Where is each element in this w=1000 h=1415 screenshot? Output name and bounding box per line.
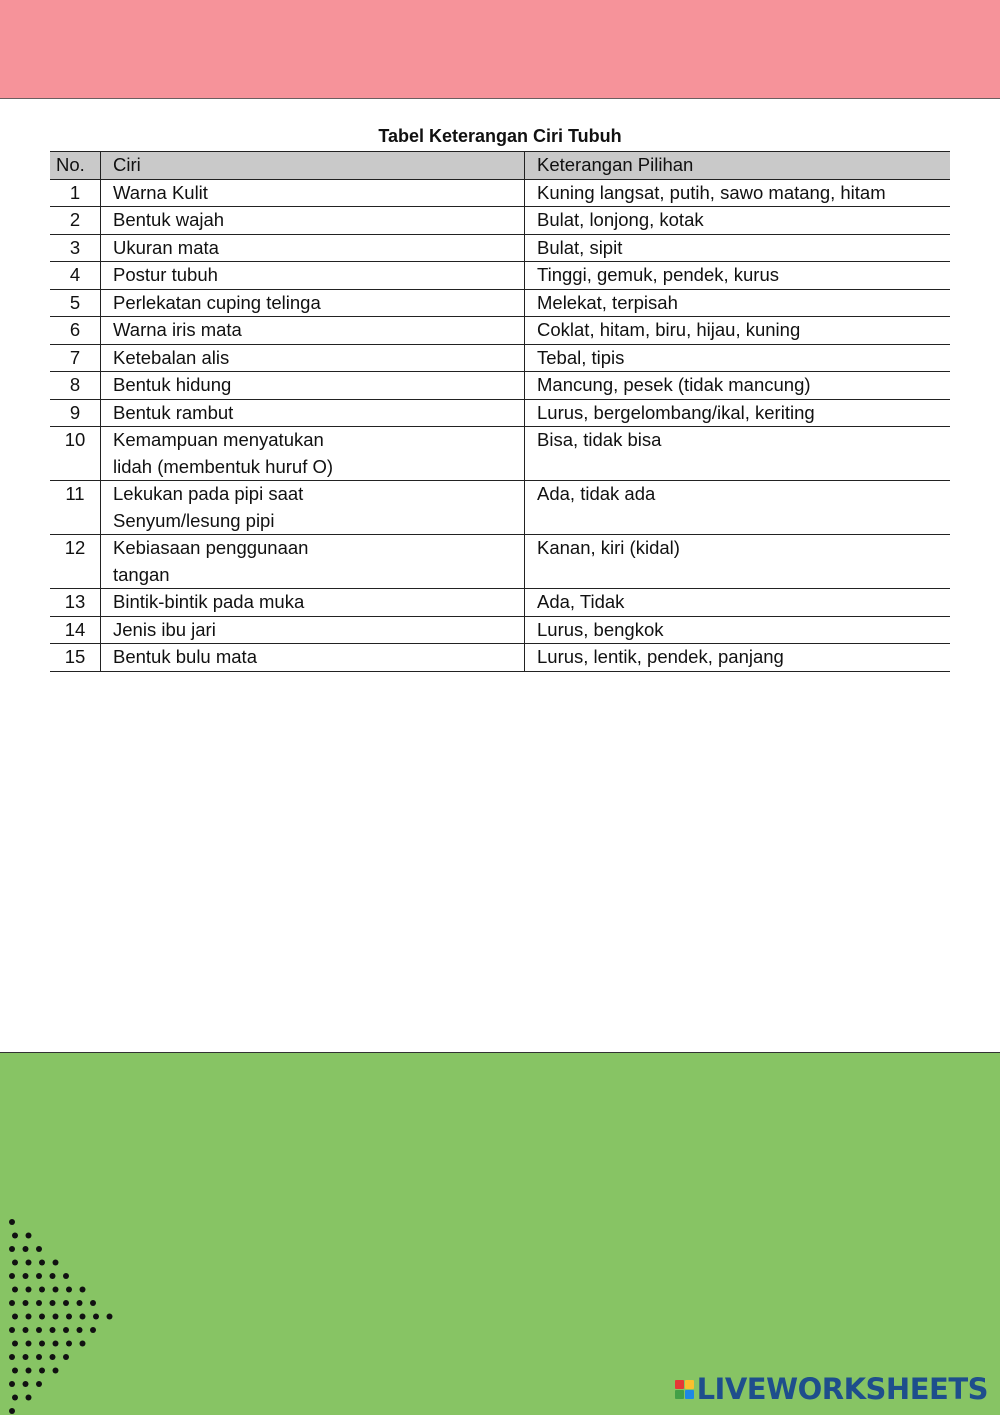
- row-number: 5: [50, 289, 101, 317]
- row-number: 9: [50, 399, 101, 427]
- row-keterangan: Bisa, tidak bisa: [525, 427, 951, 481]
- decor-dot: [12, 1233, 18, 1239]
- decor-dot: [23, 1327, 29, 1333]
- table-row: [50, 399, 950, 427]
- row-keterangan: Bulat, lonjong, kotak: [525, 207, 951, 235]
- decor-dot: [9, 1354, 15, 1360]
- table-title: Tabel Keterangan Ciri Tubuh: [378, 126, 622, 146]
- column-header-keterangan: Keterangan Pilihan: [525, 152, 951, 180]
- table-row: [50, 262, 950, 290]
- decor-dot: [53, 1287, 59, 1293]
- table-row: [50, 234, 950, 262]
- row-keterangan: Lurus, bergelombang/ikal, keriting: [525, 399, 951, 427]
- ciri-tubuh-table: [50, 151, 950, 672]
- decor-dot: [26, 1368, 32, 1374]
- decor-dot: [26, 1341, 32, 1347]
- row-number: 1: [50, 179, 101, 207]
- logo-text: LIVEWORKSHEETS: [696, 1372, 988, 1406]
- decor-dot: [12, 1395, 18, 1401]
- decor-dot: [12, 1341, 18, 1347]
- decor-dot: [77, 1300, 83, 1306]
- row-number: 4: [50, 262, 101, 290]
- decor-dot: [23, 1381, 29, 1387]
- table-row: [50, 481, 950, 535]
- row-ciri: Ketebalan alis: [101, 344, 525, 372]
- row-ciri: Bintik-bintik pada muka: [101, 589, 525, 617]
- decor-dot: [63, 1327, 69, 1333]
- row-ciri: Jenis ibu jari: [101, 616, 525, 644]
- decor-dot: [23, 1300, 29, 1306]
- decor-dot: [9, 1219, 15, 1225]
- row-keterangan: Kanan, kiri (kidal): [525, 535, 951, 589]
- row-number: 2: [50, 207, 101, 235]
- decor-dot: [63, 1354, 69, 1360]
- row-number: 12: [50, 535, 101, 589]
- decor-dot: [90, 1327, 96, 1333]
- decor-dot: [39, 1341, 45, 1347]
- row-number: 15: [50, 644, 101, 672]
- decor-dot: [36, 1327, 42, 1333]
- decor-dot: [39, 1260, 45, 1266]
- decor-dot: [63, 1300, 69, 1306]
- decor-dot: [9, 1246, 15, 1252]
- row-ciri: Perlekatan cuping telinga: [101, 289, 525, 317]
- table-row: [50, 344, 950, 372]
- column-header-ciri: Ciri: [101, 152, 525, 180]
- table-body: [50, 179, 950, 671]
- decor-dot: [53, 1314, 59, 1320]
- logo-mark-icon: [675, 1380, 694, 1399]
- row-number: 8: [50, 372, 101, 400]
- row-ciri: Bentuk bulu mata: [101, 644, 525, 672]
- row-keterangan: Ada, tidak ada: [525, 481, 951, 535]
- row-keterangan: Ada, Tidak: [525, 589, 951, 617]
- row-keterangan: Coklat, hitam, biru, hijau, kuning: [525, 317, 951, 345]
- row-number: 11: [50, 481, 101, 535]
- logo-mark-tile: [675, 1380, 684, 1389]
- decor-dot: [23, 1354, 29, 1360]
- decor-dot: [66, 1314, 72, 1320]
- decor-dot: [93, 1314, 99, 1320]
- row-number: 13: [50, 589, 101, 617]
- row-keterangan: Melekat, terpisah: [525, 289, 951, 317]
- row-number: 7: [50, 344, 101, 372]
- row-ciri: Warna iris mata: [101, 317, 525, 345]
- decor-dot: [39, 1368, 45, 1374]
- decor-dot: [26, 1287, 32, 1293]
- decor-dot: [9, 1273, 15, 1279]
- decor-dot: [66, 1341, 72, 1347]
- row-keterangan: Lurus, lentik, pendek, panjang: [525, 644, 951, 672]
- decor-dot: [77, 1327, 83, 1333]
- decor-dot: [66, 1287, 72, 1293]
- decor-dot: [23, 1246, 29, 1252]
- row-ciri: Kemampuan menyatukan lidah (membentuk huruf O): [101, 427, 525, 481]
- row-ciri: Bentuk hidung: [101, 372, 525, 400]
- row-keterangan: Tebal, tipis: [525, 344, 951, 372]
- decor-dot: [36, 1246, 42, 1252]
- decor-dot: [90, 1300, 96, 1306]
- row-number: 14: [50, 616, 101, 644]
- dot-pattern-decoration: [0, 1210, 140, 1414]
- decor-dot: [12, 1287, 18, 1293]
- decor-dot: [12, 1260, 18, 1266]
- decor-dot: [36, 1300, 42, 1306]
- row-keterangan: Tinggi, gemuk, pendek, kurus: [525, 262, 951, 290]
- decor-dot: [23, 1273, 29, 1279]
- decor-dot: [39, 1287, 45, 1293]
- table-row: [50, 372, 950, 400]
- top-decorative-band: [0, 0, 1000, 99]
- decor-dot: [36, 1381, 42, 1387]
- decor-dot: [50, 1327, 56, 1333]
- table-row: [50, 535, 950, 589]
- row-keterangan: Lurus, bengkok: [525, 616, 951, 644]
- decor-dot: [53, 1368, 59, 1374]
- table-row: [50, 179, 950, 207]
- table-row: [50, 644, 950, 672]
- decor-dot: [80, 1314, 86, 1320]
- table-row: [50, 289, 950, 317]
- column-header-no: No.: [50, 152, 101, 180]
- decor-dot: [12, 1368, 18, 1374]
- decor-dot: [107, 1314, 113, 1320]
- row-ciri: Warna Kulit: [101, 179, 525, 207]
- decor-dot: [9, 1408, 15, 1414]
- decor-dot: [50, 1354, 56, 1360]
- row-ciri: Lekukan pada pipi saat Senyum/lesung pipi: [101, 481, 525, 535]
- row-number: 10: [50, 427, 101, 481]
- decor-dot: [53, 1260, 59, 1266]
- decor-dot: [80, 1287, 86, 1293]
- liveworksheets-logo: [675, 1372, 988, 1406]
- row-keterangan: Mancung, pesek (tidak mancung): [525, 372, 951, 400]
- decor-dot: [80, 1341, 86, 1347]
- decor-dot: [50, 1273, 56, 1279]
- decor-dot: [50, 1300, 56, 1306]
- decor-dot: [12, 1314, 18, 1320]
- decor-dot: [9, 1327, 15, 1333]
- decor-dot: [9, 1300, 15, 1306]
- row-keterangan: Bulat, sipit: [525, 234, 951, 262]
- row-ciri: Postur tubuh: [101, 262, 525, 290]
- row-ciri: Bentuk wajah: [101, 207, 525, 235]
- decor-dot: [53, 1341, 59, 1347]
- table-row: [50, 317, 950, 345]
- decor-dot: [36, 1354, 42, 1360]
- logo-mark-tile: [675, 1390, 684, 1399]
- logo-mark-tile: [685, 1380, 694, 1389]
- row-number: 3: [50, 234, 101, 262]
- row-keterangan: Kuning langsat, putih, sawo matang, hitam: [525, 179, 951, 207]
- table-row: [50, 589, 950, 617]
- table-row: [50, 616, 950, 644]
- row-number: 6: [50, 317, 101, 345]
- row-ciri: Kebiasaan penggunaan tangan: [101, 535, 525, 589]
- decor-dot: [9, 1381, 15, 1387]
- table-row: [50, 207, 950, 235]
- table-row: [50, 427, 950, 481]
- table-header-row: [50, 152, 950, 180]
- row-ciri: Bentuk rambut: [101, 399, 525, 427]
- row-ciri: Ukuran mata: [101, 234, 525, 262]
- decor-dot: [26, 1233, 32, 1239]
- decor-dot: [63, 1273, 69, 1279]
- decor-dot: [39, 1314, 45, 1320]
- decor-dot: [26, 1395, 32, 1401]
- logo-mark-tile: [685, 1390, 694, 1399]
- decor-dot: [26, 1260, 32, 1266]
- bottom-decorative-band: [0, 1052, 1000, 1415]
- decor-dot: [36, 1273, 42, 1279]
- decor-dot: [26, 1314, 32, 1320]
